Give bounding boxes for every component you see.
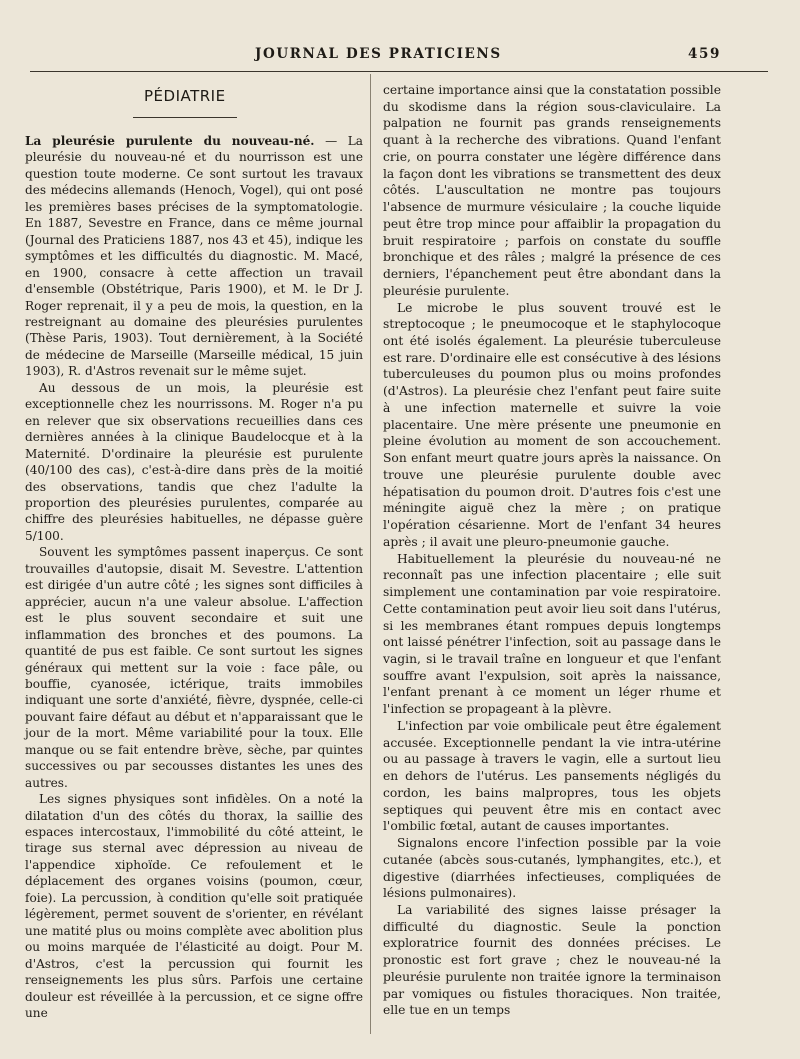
article-paragraph: Les signes physiques sont infidèles. On a noté la dilatation d'un des côtés du thorax, la saillie des espaces intercostaux, l'immobilité du côté atteint, le tirage sus sternal avec dépression au niveau de l'appendice xiphoïde. Ce refoulement et le déplacement des organes voisins (poumon, cœur, foie). La percussion, à condition qu'elle soit pratiquée légèrement, permet souvent de s'orienter, en révélant une matité plus ou moins complète avec abolition plus ou moins marquée de l'élasticité au doigt. Pour M. d'Astros, c'est la percussion qui fournit les renseignements les plus sûrs. Parfois une certaine douleur est réveillée à la percussion, et ce signe offre une bbox=[25, 792, 363, 1021]
page-number: 459 bbox=[688, 46, 721, 62]
article-paragraph: Souvent les symptômes passent inaperçus. Ce sont trouvailles d'autopsie, disait M. Sevestre. L'attention est dirigée d'un autre côté ; les signes sont difficiles à apprécier, aucun n'a une valeur absolue. L'affection est le plus souvent secondaire et suit une inflammation des bronches et des poumons. La quantité de pus est faible. Ce sont surtout les signes généraux qui mettent sur la voie : face pâle, ou bouffie, cyanosée, ictérique, traits immobiles indiquant une sorte d'anxiété, fièvre, dyspnée, celle-ci pouvant faire défaut au début et n'apparaissant que le jour de la mort. Même variabilité pour la toux. Elle manque ou se fait entendre brève, sèche, par quintes successives ou par secousses distantes les unes des autres. bbox=[25, 545, 363, 790]
right-column-text bbox=[383, 82, 721, 1019]
article-paragraph: Le microbe le plus souvent trouvé est le streptocoque ; le pneumocoque et le staphylocoque ont été isolés également. La pleurésie tuberculeuse est rare. D'ordinaire elle est consécutive à des lésions tuberculeuses du poumon plus ou moins profondes (d'Astros). La pleurésie chez l'enfant peut faire suite à une infection maternelle et suivre la voie placentaire. Une mère présente une pneumonie en pleine évolution au moment de son accouchement. Son enfant meurt quatre jours après la naissance. On trouve une pleurésie purulente double avec hépatisation du poumon droit. D'autres fois c'est une méningite aiguë chez la mère ; on pratique l'opération césarienne. Mort de l'enfant 34 heures après ; il avait une pleuro-pneumonie gauche. bbox=[383, 300, 721, 549]
running-head bbox=[0, 44, 800, 66]
section-title-rule bbox=[133, 117, 237, 118]
article-paragraph: certaine importance ainsi que la constatation possible du skodisme dans la région sous-claviculaire. La palpation ne fournit pas grands renseignements quant à la recherche des vibrations. Quand l'enfant crie, on pourra constater une légère différence dans la façon dont les vibrations se transmettent des deux côtés. L'auscultation ne montre pas toujours l'absence de murmure vésiculaire ; la couche liquide peut être trop mince pour affaiblir la propagation du bruit respiratoire ; parfois on constate du souffle bronchique et des râles ; malgré la présence de ces derniers, l'épanchement peut être abondant dans la pleurésie purulente. bbox=[383, 83, 721, 298]
header-rule bbox=[30, 71, 768, 72]
article-paragraph: Au dessous de un mois, la pleurésie est exceptionnelle chez les nourrissons. M. Roger n'a pu en relever que six observations recueillies dans ces dernières années à la clinique Baudelocque et à la Maternité. D'ordinaire la pleurésie est purulente (40/100 des cas), c'est-à-dire dans près de la moitié des observations, tandis que chez l'adulte la proportion des pleurésies purulentes, comparée au chiffre des pleurésies habituelles, ne dépasse guère 5/100. bbox=[25, 380, 363, 543]
left-column-text bbox=[25, 133, 363, 1021]
column-divider bbox=[370, 74, 371, 1034]
article-paragraph: La variabilité des signes laisse présager la difficulté du diagnostic. Seule la ponction exploratrice fournit des données précises. Le pronostic est fort grave ; chez le nouveau-né la pleurésie purulente non traitée ignore la terminaison par vomiques ou fistules thoraciques. Non traitée, elle tue en un temps bbox=[383, 902, 721, 1018]
running-title: JOURNAL DES PRATICIENS bbox=[255, 46, 502, 62]
article-paragraph bbox=[25, 133, 363, 380]
article-paragraph: Signalons encore l'infection possible par la voie cutanée (abcès sous-cutanés, lymphangites, etc.), et digestive (diarrhées infectieuses, compliquées de lésions pulmonaires). bbox=[383, 836, 721, 901]
paragraph-text: — La pleurésie du nouveau-né et du nourrisson est une question toute moderne. Ce sont surtout les travaux des médecins allemands (Henoch, Vogel), qui ont posé les premières bases précises de la symptomatologie. En 1887, Sevestre en France, dans ce même journal (Journal des Praticiens 1887, nos 43 et 45), indique les symptômes et les difficultés du diagnostic. M. Macé, en 1900, consacre à cette affection un travail d'ensemble (Obstétrique, Paris 1900), et M. le Dr J. Roger reprenait, il y a peu de mois, la question, en la restreignant au domaine des pleurésies purulentes (Thèse Paris, 1903). Tout dernièrement, à la Société de médecine de Marseille (Marseille médical, 15 juin 1903), R. d'Astros revenait sur le même sujet. bbox=[25, 134, 363, 379]
article-paragraph: L'infection par voie ombilicale peut être également accusée. Exceptionnelle pendant la vie intra-utérine ou au passage à travers le vagin, elle a surtout lieu en dehors de l'utérus. Les pansements négligés du cordon, les bains malpropres, tous les objets septiques qui peuvent être mis en contact avec l'ombilic fœtal, autant de causes importantes. bbox=[383, 718, 721, 834]
article-lead-title: La pleurésie purulente du nouveau-né. bbox=[25, 134, 315, 148]
section-title: PÉDIATRIE bbox=[144, 87, 226, 105]
article-paragraph: Habituellement la pleurésie du nouveau-né ne reconnaît pas une infection placentaire ; elle suit simplement une contamination par voie respiratoire. Cette contamination peut avoir lieu soit dans l'utérus, si les membranes étant rompues depuis longtemps ont laissé pénétrer l'infection, soit au passage dans le vagin, si le travail traîne en longueur et que l'enfant souffre avant l'expulsion, soit après la naissance, l'enfant prenant à ce moment un léger rhume et l'infection se propageant à la plèvre. bbox=[383, 551, 721, 717]
